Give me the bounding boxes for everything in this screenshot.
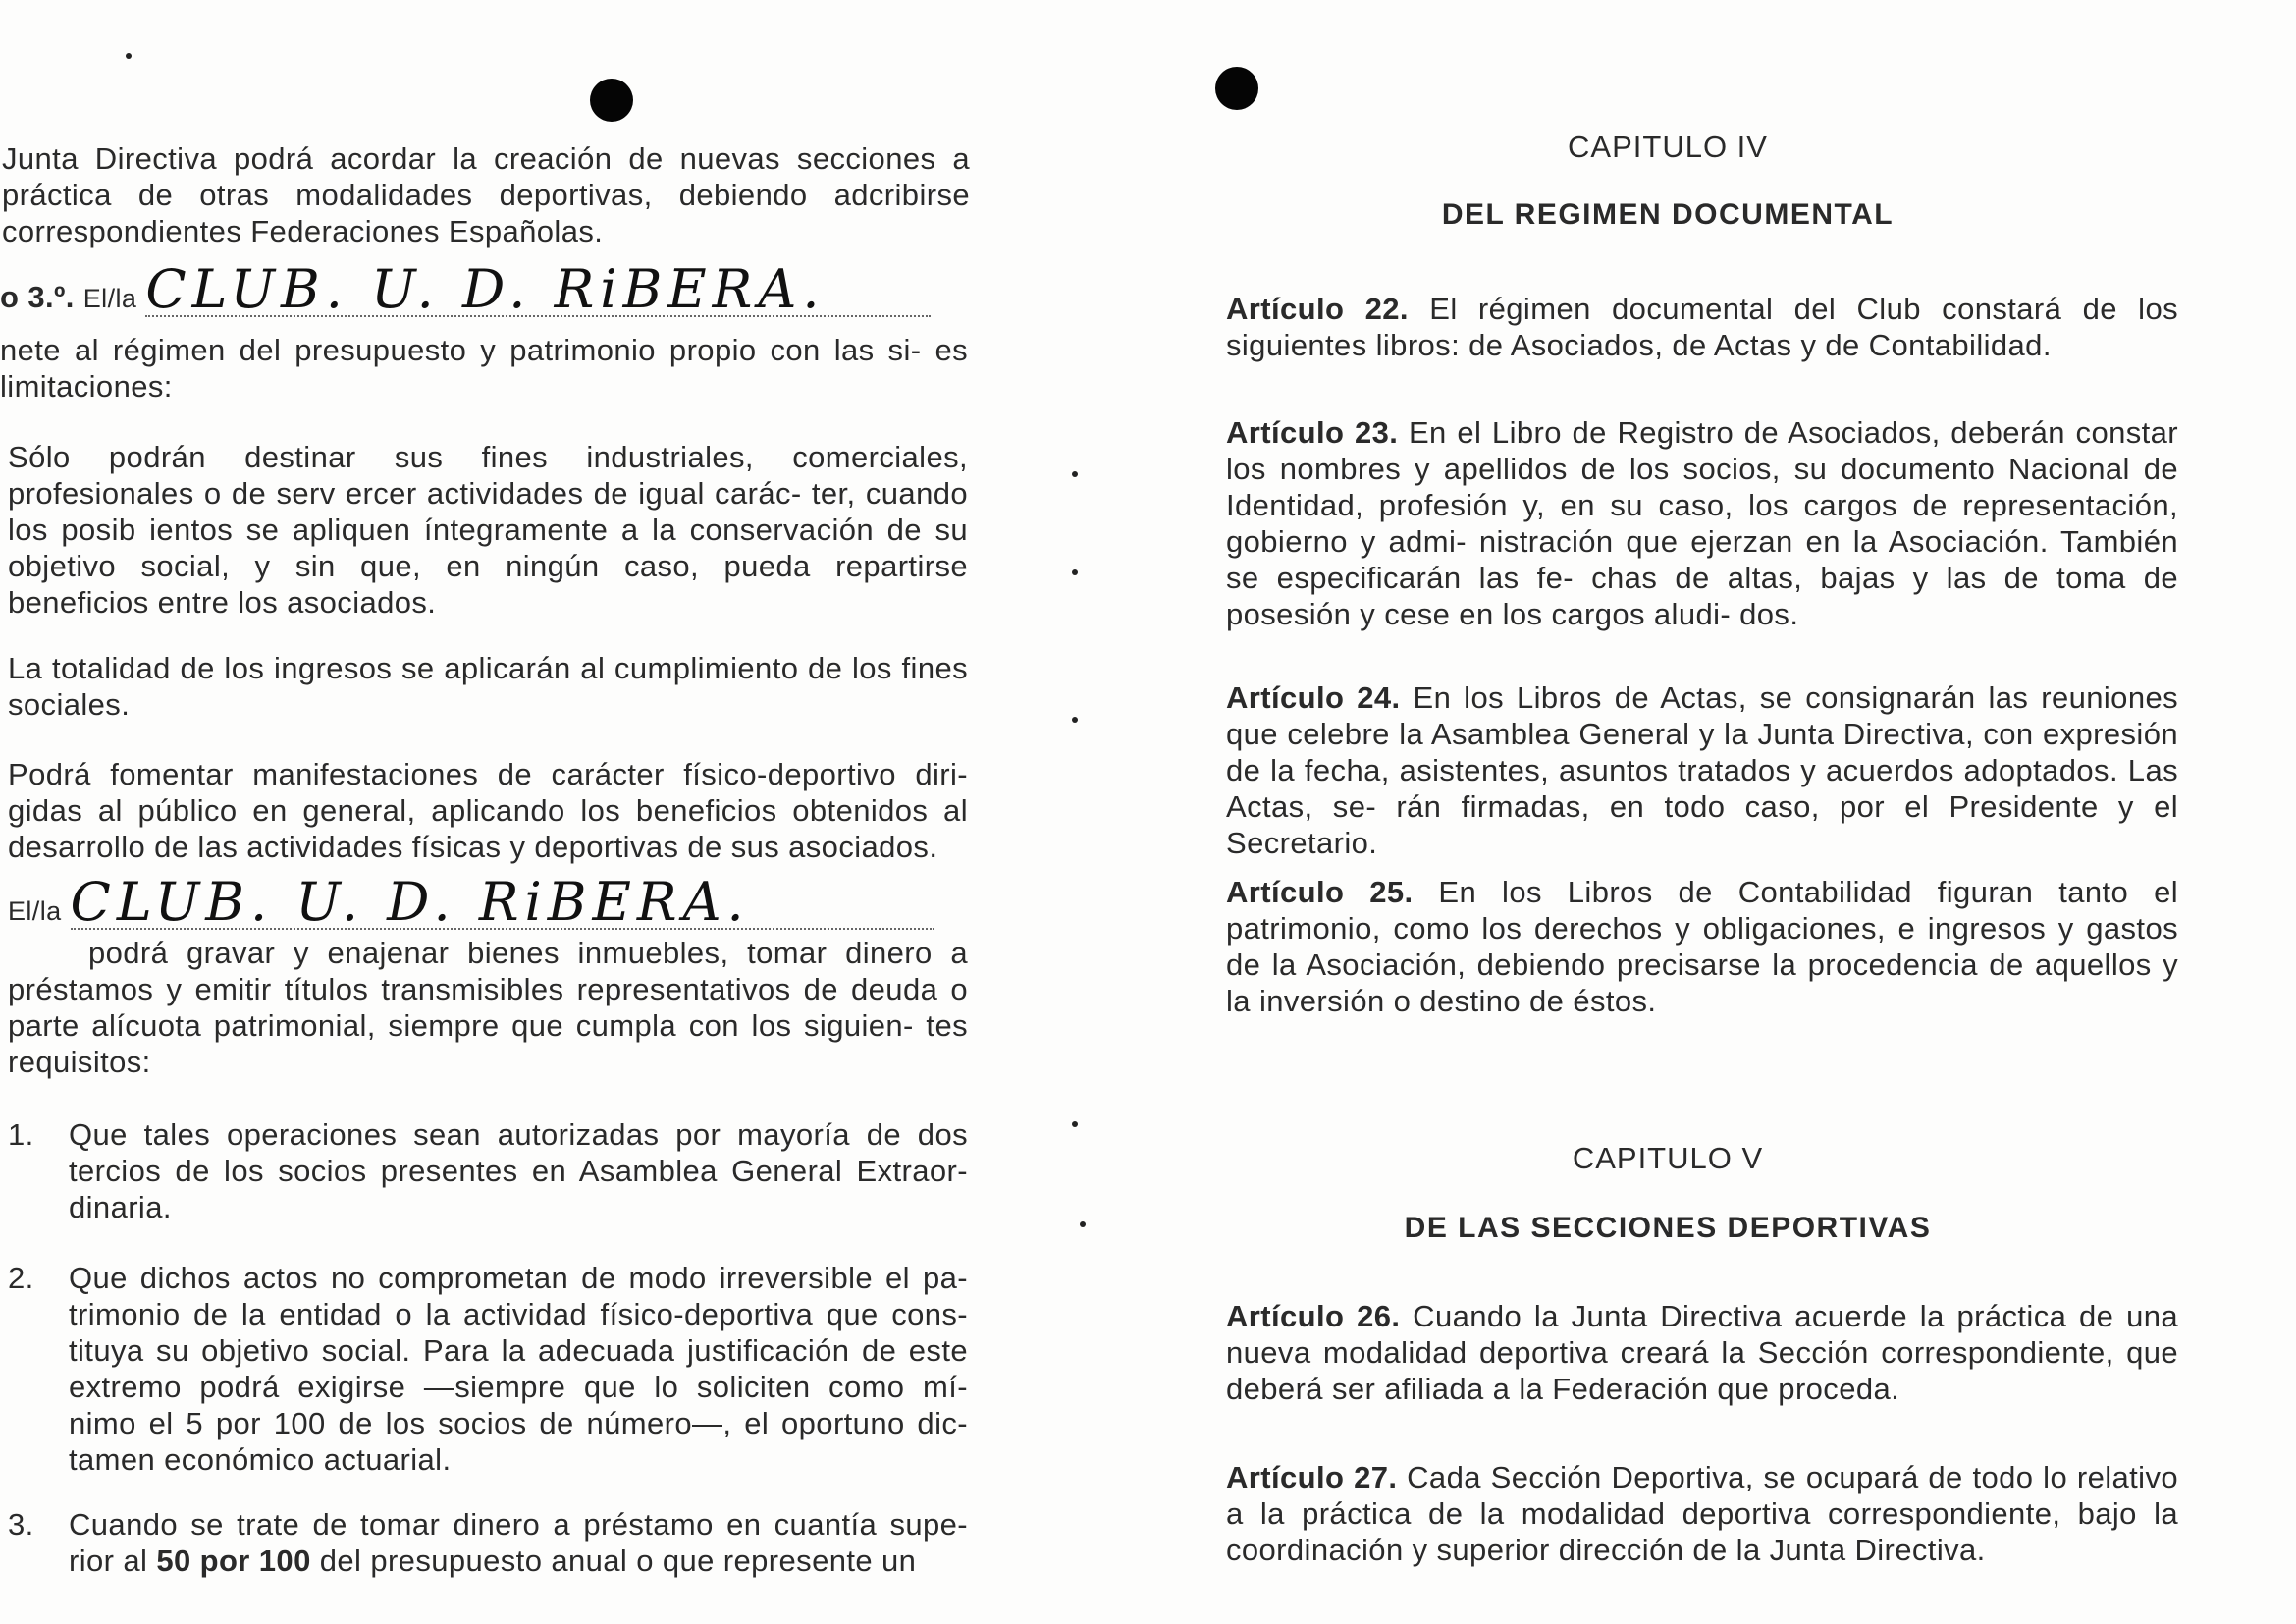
club-name-line-2 [70,871,934,933]
article-24 [1226,679,2178,861]
article-text: En los Libros de Actas, se consignarán las reuniones que celebre la Asamblea General y la Junta Directiva, con expresión de la fecha, asistentes, asuntos tratados y acuerdos adoptados. Las Actas, se- rán firmadas, en todo caso, por el Presidente y el Secretario. [1226,680,2179,860]
paragraph-d-header [8,871,968,933]
chapter-iv-heading: CAPITULO IV [1568,130,1768,164]
article-label: Artículo 24. [1226,680,1401,715]
article-text: En el Libro de Registro de Asociados, deberán constar los nombres y apellidos de los socios, su documento Nacional de Identidad, profesión y, en su caso, los cargos de representación, gobierno y admi- nistración que ejerzan en la Asociación. También se especificarán las fe- chas de altas, bajas y las de toma de posesión y cese en los cargos aludi- dos. [1226,415,2178,631]
article-text: En los Libros de Contabilidad figuran tanto el patrimonio, como los derechos y obligaciones, e ingresos y gastos de la Asociación, debiendo precisarse la procedencia de aquellos y la inversión o destino de éstos. [1226,875,2179,1018]
handwritten-club-name: CLUB. U. D. RiBERA. [145,258,826,320]
list-text [69,1506,968,1579]
list-item [8,1116,968,1225]
list-number: 1. [8,1117,34,1152]
chapter-v-title: DE LAS SECCIONES DEPORTIVAS [1404,1212,1932,1244]
paragraph-d-label: El/la [8,896,62,926]
article-23 [1226,414,2178,632]
handwritten-club-name: CLUB. U. D. RiBERA. [70,871,750,933]
list-item [8,1260,968,1478]
article-label: Artículo 23. [1226,415,1399,450]
list-number: 2. [8,1261,34,1295]
punch-hole [590,79,633,122]
list-text-bold: 50 por 100 [156,1543,311,1578]
speck [1072,569,1078,575]
article-text: Cada Sección Deportiva, se ocupará de todo lo relativo a la práctica de la modalidad deportiva correspondiente, bajo la coordinación y superior dirección de la Junta Directiva. [1226,1460,2178,1567]
paragraph-c: Podrá fomentar manifestaciones de carácter físico-deportivo diri- gidas al público en general, aplicando los beneficios obtenidos al desarrollo de las actividades físicas y deportivas de sus asociados. [8,757,968,864]
article-label: Artículo 25. [1226,875,1414,909]
article-text: El régimen documental del Club constará de los siguientes libros: de Asociados, de Actas y de Contabilidad. [1226,292,2179,362]
list-text: Que dichos actos no comprometan de modo irreversible el pa- trimonio de la entidad o la actividad físico-deportiva que cons- tituya su objetivo social. Para la adecuada justificación de este extremo podrá exigirse —siempre que lo soliciten como mí- nimo el 5 por 100 de los socios de número—, el oportuno dic- tamen económico actuarial. [69,1261,968,1477]
speck [1080,1221,1086,1227]
article-22 [1226,291,2178,363]
article-27 [1226,1459,2178,1568]
speck [1072,471,1078,477]
list-number: 3. [8,1507,34,1542]
speck [1072,717,1078,723]
article-3-prefix: o 3.º. [0,280,75,314]
article-text: Cuando la Junta Directiva acuerde la práctica de una nueva modalidad deportiva creará la Sección correspondiente, que deberá ser afiliada a la Federación que proceda. [1226,1299,2178,1406]
article-26 [1226,1298,2178,1407]
article-3-label: El/la [82,284,137,313]
chapter-v-heading: CAPITULO V [1572,1141,1764,1175]
list-item [8,1506,968,1579]
article-3-header [0,258,968,320]
article-3-text: nete al régimen del presupuesto y patrimonio propio con las si- es limitaciones: [0,333,968,404]
paragraph-a: Sólo podrán destinar sus fines industriales, comerciales, profesionales o de serv ercer actividades de igual carác- ter, cuando los posib ientos se apliquen íntegramente a la conservación de su objetivo social, y sin que, en ningún caso, pueda repartirse beneficios entre los asociados. [8,440,968,620]
list-text: Que tales operaciones sean autorizadas por mayoría de dos tercios de los socios presentes en Asamblea General Extraor- dinaria. [69,1117,968,1224]
article-25 [1226,874,2178,1019]
article-label: Artículo 27. [1226,1460,1398,1494]
article-label: Artículo 26. [1226,1299,1401,1333]
paragraph-b: La totalidad de los ingresos se aplicarán al cumplimiento de los fines sociales. [8,651,968,722]
article-label: Artículo 22. [1226,292,1409,326]
punch-hole [1215,67,1258,110]
chapter-iv-title: DEL REGIMEN DOCUMENTAL [1441,198,1895,231]
intro-paragraph: Junta Directiva podrá acordar la creación de nuevas secciones a práctica de otras modalidades deportivas, debiendo adcribirse correspondientes Federaciones Españolas. [2,141,970,248]
speck [1072,1121,1078,1127]
right-page [1148,0,2296,1624]
list-text-part: del presupuesto anual o que represente un [319,1543,917,1578]
speck [126,53,132,59]
club-name-line-1 [145,258,931,320]
paragraph-d-text: podrá gravar y enajenar bienes inmuebles, tomar dinero a préstamos y emitir títulos transmisibles representativos de deuda o parte alícuota patrimonial, siempre que cumpla con los siguien- tes requisitos: [8,936,968,1079]
list-text-part: Cuando se trate de tomar dinero a préstamo en cuantía supe- rior al [69,1507,968,1578]
